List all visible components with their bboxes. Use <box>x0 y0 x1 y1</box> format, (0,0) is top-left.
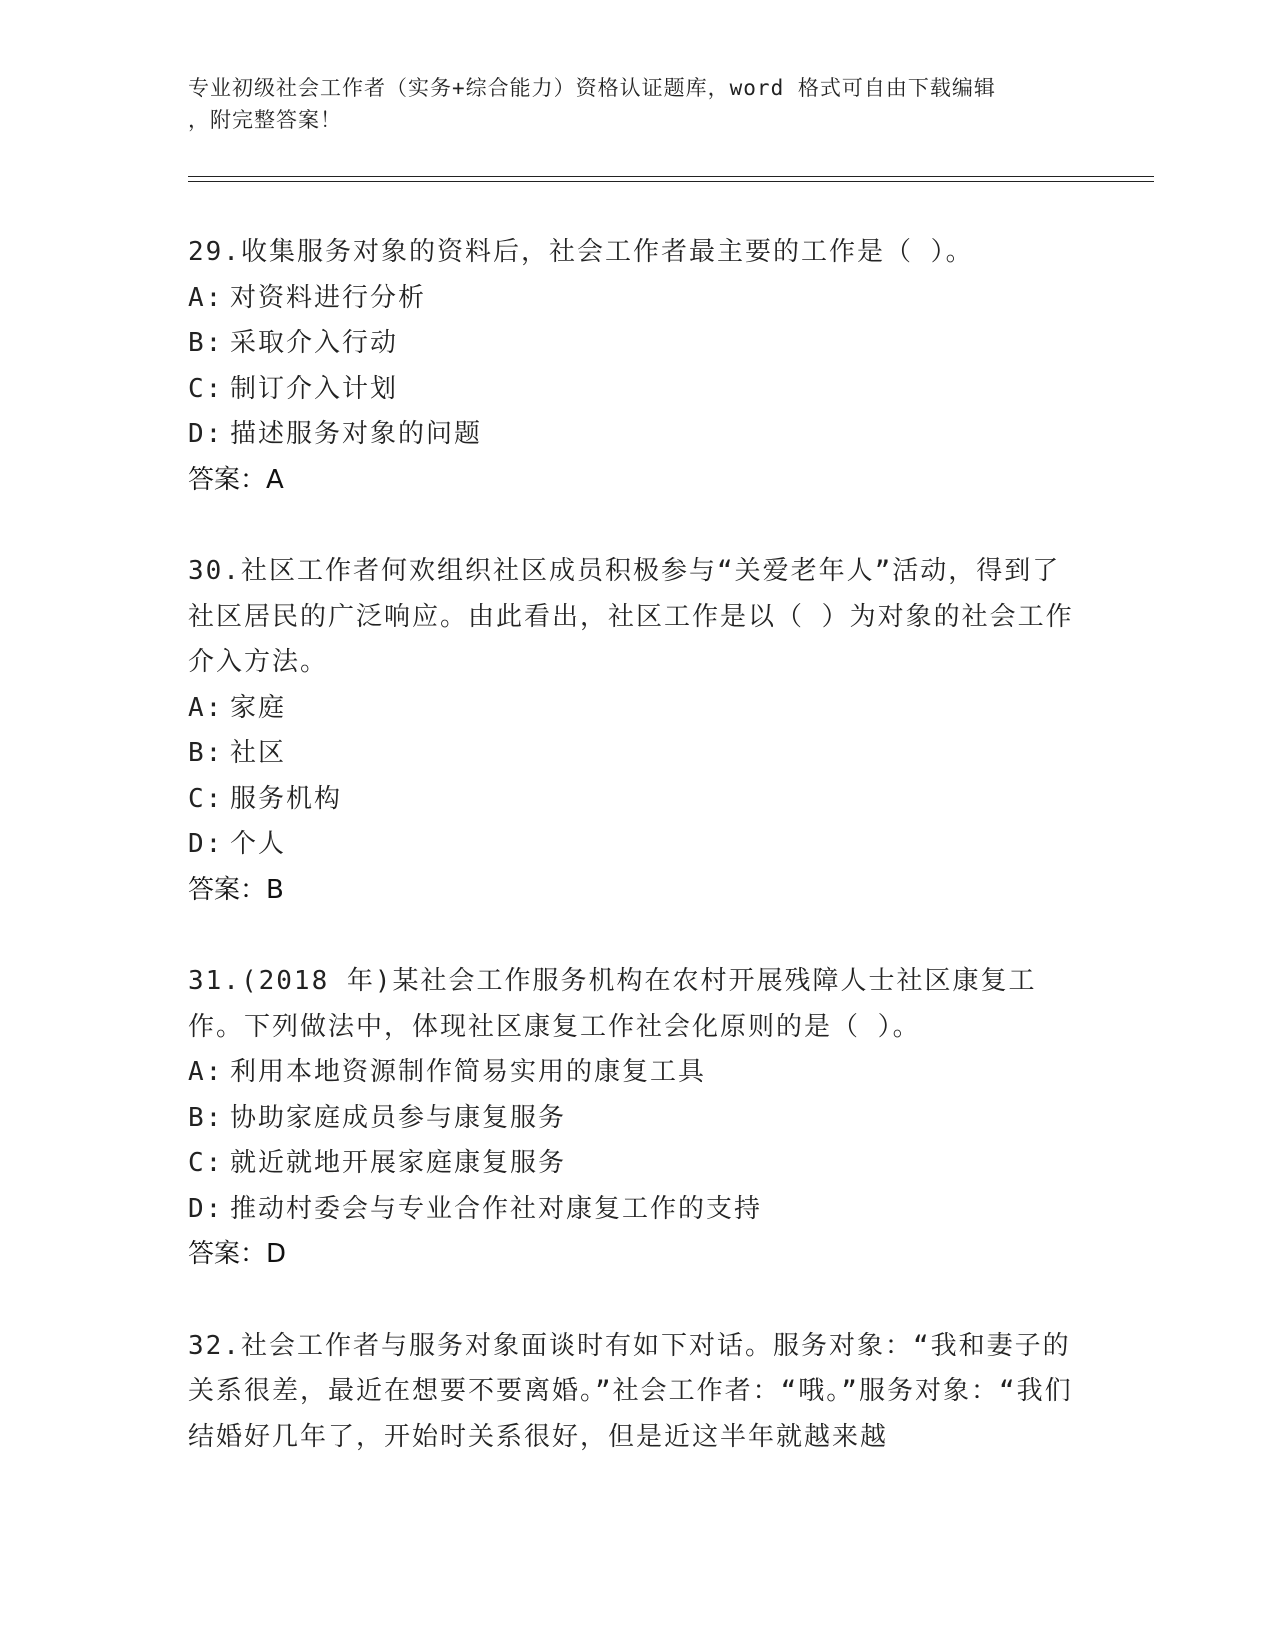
option-key: D: <box>188 829 224 859</box>
question-31 <box>188 959 1088 1278</box>
answer-line: 答案：B <box>188 874 284 905</box>
option-text: 推动村委会与专业合作社对康复工作的支持 <box>230 1193 763 1224</box>
question-stem: 31.(2018 年)某社会工作服务机构在农村开展残障人士社区康复工作。下列做法中，体现社区康复工作社会化原则的是（ ）。 <box>188 966 1037 1042</box>
option-key: B: <box>188 1102 224 1133</box>
option-b <box>188 1096 1088 1142</box>
option-text: 社区 <box>230 738 287 768</box>
option-text: 对资料进行分析 <box>230 282 427 313</box>
option-text: 利用本地资源制作简易实用的康复工具 <box>230 1057 707 1087</box>
option-text: 协助家庭成员参与康复服务 <box>230 1102 567 1133</box>
option-text: 服务机构 <box>230 783 343 814</box>
answer-line: 答案：A <box>188 464 284 495</box>
question-29 <box>188 230 1088 503</box>
question-list <box>188 230 1088 1506</box>
question-32 <box>188 1324 1088 1461</box>
header-divider-top <box>188 176 1154 177</box>
option-c <box>188 367 1088 413</box>
header-line-2: ，附完整答案！ <box>188 108 342 132</box>
option-d <box>188 1187 1088 1233</box>
option-text: 家庭 <box>230 692 287 723</box>
option-key: A: <box>188 692 224 723</box>
option-b <box>188 731 1088 777</box>
option-key: A: <box>188 282 224 313</box>
question-stem: 30.社区工作者何欢组织社区成员积极参与“关爱老年人”活动，得到了社区居民的广泛响应。由此看出，社区工作是以（ ）为对象的社会工作介入方法。 <box>188 556 1074 677</box>
option-key: D: <box>188 419 224 449</box>
option-a <box>188 276 1088 322</box>
option-key: B: <box>188 738 224 768</box>
option-text: 制订介入计划 <box>230 373 399 404</box>
document-header <box>188 72 1088 136</box>
option-key: C: <box>188 783 224 814</box>
option-a <box>188 1050 1088 1096</box>
header-divider-bottom <box>188 181 1154 182</box>
option-text: 采取介入行动 <box>230 328 399 358</box>
question-stem: 29.收集服务对象的资料后，社会工作者最主要的工作是（ ）。 <box>188 237 974 267</box>
option-c <box>188 777 1088 823</box>
question-stem: 32.社会工作者与服务对象面谈时有如下对话。服务对象：“我和妻子的关系很差，最近在想要不要离婚。”社会工作者：“哦。”服务对象：“我们结婚好几年了，开始时关系很好，但是近这半年就越来越 <box>188 1330 1073 1452</box>
header-line-1: 专业初级社会工作者（实务+综合能力）资格认证题库，word 格式可自由下载编辑 <box>188 76 996 100</box>
option-key: C: <box>188 1148 224 1178</box>
option-key: C: <box>188 373 224 404</box>
option-c <box>188 1141 1088 1187</box>
option-key: A: <box>188 1057 224 1087</box>
option-text: 就近就地开展家庭康复服务 <box>230 1148 567 1178</box>
answer-line: 答案：D <box>188 1239 287 1269</box>
question-30 <box>188 549 1088 913</box>
option-d <box>188 822 1088 868</box>
option-key: D: <box>188 1193 224 1224</box>
option-d <box>188 412 1088 458</box>
option-text: 描述服务对象的问题 <box>230 419 483 449</box>
option-key: B: <box>188 328 224 358</box>
option-b <box>188 321 1088 367</box>
option-text: 个人 <box>230 829 287 859</box>
option-a <box>188 686 1088 732</box>
